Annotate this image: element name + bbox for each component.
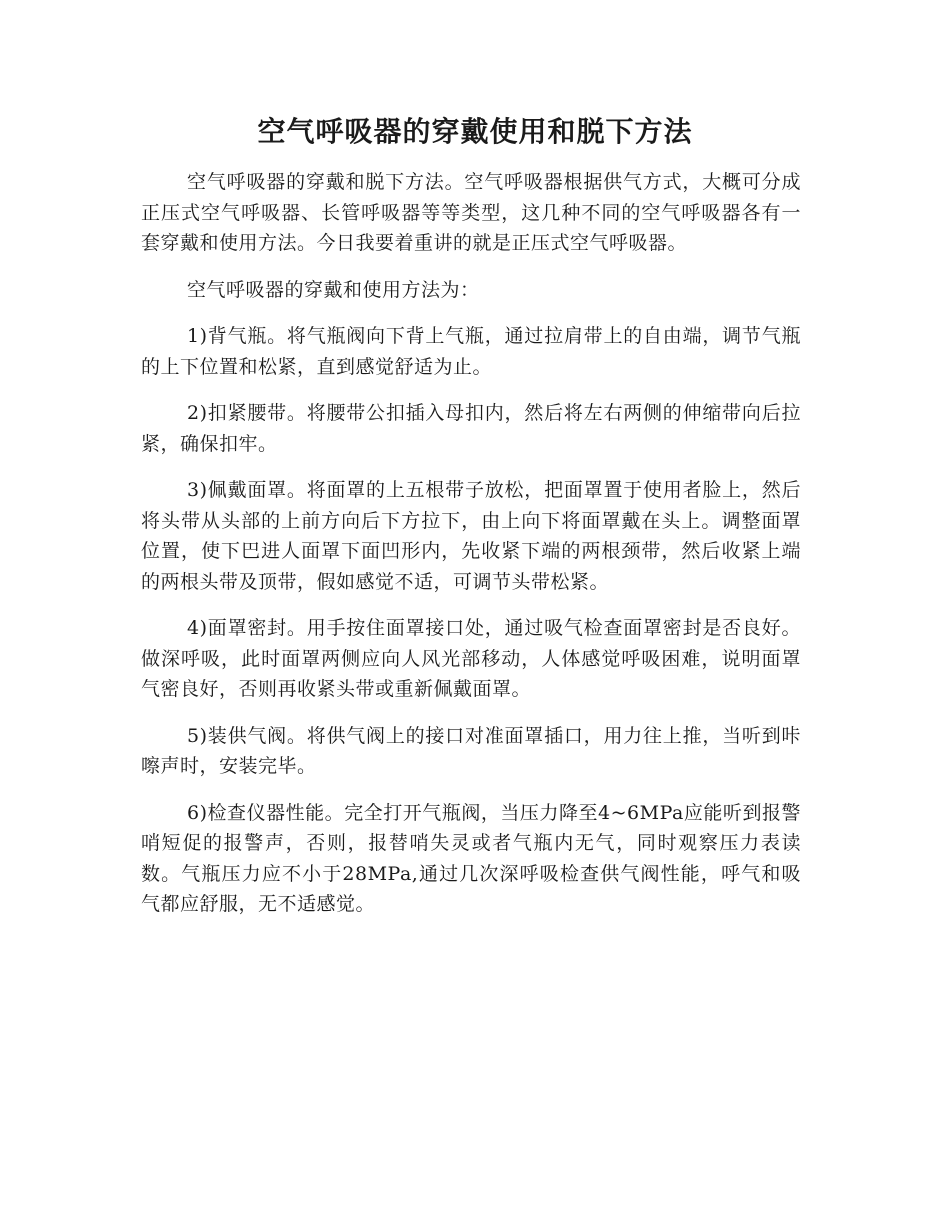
paragraph-step-5: 5)装供气阀。将供气阀上的接口对准面罩插口，用力往上推，当听到咔嚓声时，安装完毕。 — [141, 724, 801, 777]
paragraph-intro: 空气呼吸器的穿戴和脱下方法。空气呼吸器根据供气方式，大概可分成正压式空气呼吸器、长管呼吸器等等类型，这几种不同的空气呼吸器各有一套穿戴和使用方法。今日我要着重讲的就是正压式空气呼吸器。 — [141, 171, 801, 254]
paragraph-step-4: 4)面罩密封。用手按住面罩接口处，通过吸气检查面罩密封是否良好。做深呼吸，此时面罩两侧应向人风光部移动，人体感觉呼吸困难，说明面罩气密良好，否则再收紧头带或重新佩戴面罩。 — [141, 617, 801, 700]
paragraph-step-3: 3)佩戴面罩。将面罩的上五根带子放松，把面罩置于使用者脸上，然后将头带从头部的上前方向后下方拉下，由上向下将面罩戴在头上。调整面罩位置，使下巴进人面罩下面凹形内，先收紧下端的两根颈带，然后收紧上端的两根头带及顶带，假如感觉不适，可调节头带松紧。 — [141, 479, 801, 593]
paragraph-step-2: 2)扣紧腰带。将腰带公扣插入母扣内，然后将左右两侧的伸缩带向后拉紧，确保扣牢。 — [141, 402, 801, 455]
document-body — [141, 167, 801, 936]
paragraph-step-1: 1)背气瓶。将气瓶阀向下背上气瓶，通过拉肩带上的自由端，调节气瓶的上下位置和松紧，直到感觉舒适为止。 — [141, 325, 801, 378]
paragraph-step-6: 6)检查仪器性能。完全打开气瓶阀，当压力降至4~6MPa应能听到报警哨短促的报警声，否则，报替哨失灵或者气瓶内无气，同时观察压力表读数。气瓶压力应不小于28MPa,通过几次深呼吸检查供气阀性能，呼气和吸气都应舒服，无不适感觉。 — [141, 801, 801, 915]
document-title: 空气呼吸器的穿戴使用和脱下方法 — [257, 115, 693, 148]
paragraph-method-heading: 空气呼吸器的穿戴和使用方法为： — [187, 278, 480, 301]
